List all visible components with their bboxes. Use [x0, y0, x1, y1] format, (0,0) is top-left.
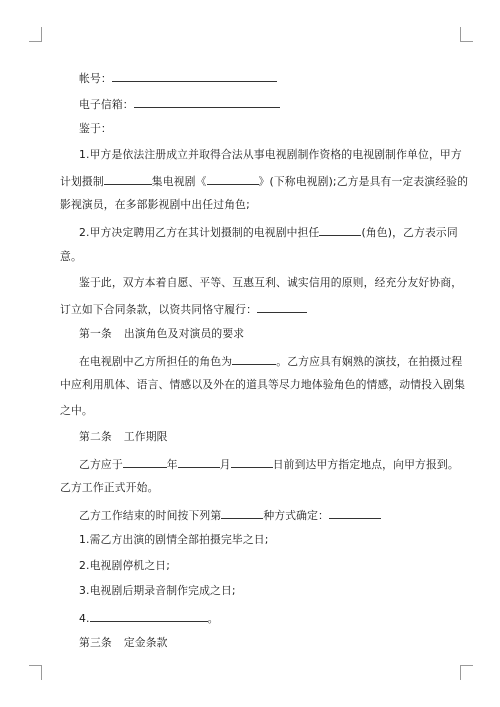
article-1-line-1: 在电视剧中乙方所担任的角色为 。乙方应具有娴熟的演技，在拍摄过程 — [79, 355, 463, 368]
end-method-item-1: 1.需乙方出演的剧情全部拍摄完毕之日; — [79, 533, 269, 546]
account-blank — [112, 70, 277, 82]
article-2-line-1: 乙方应于 年 月 日前到达甲方指定地点，向甲方报到。 — [79, 458, 459, 471]
preamble-line-2: 订立如下合同条款，以资共同恪守履行： — [60, 301, 455, 317]
account-line — [60, 70, 474, 86]
episodes-blank — [104, 173, 152, 185]
method-blank — [329, 507, 381, 519]
method-number-blank — [221, 507, 263, 519]
drama-title-blank — [207, 173, 259, 185]
crop-mark-top-right — [460, 27, 473, 42]
clause-2-line-1: 2.甲方决定聘用乙方在其计划摄制的电视剧中担任 (角色)，乙方表示同 — [79, 226, 458, 239]
clause-2-line-2: 意。 — [60, 250, 82, 263]
article-2-title: 第二条 工作期限 — [79, 430, 168, 443]
assigned-role-blank — [232, 353, 276, 365]
account-label: 帐号： — [79, 72, 112, 85]
email-blank — [134, 96, 280, 108]
article-2-line-3: 乙方工作结束的时间按下列第 种方式确定： — [60, 507, 474, 523]
crop-mark-top-left — [29, 27, 42, 42]
other-method-blank — [90, 610, 208, 622]
end-method-item-4: 4. 。 — [79, 612, 219, 625]
day-blank — [231, 456, 273, 468]
clause-1-line-2: 计划摄制 集电视剧《 》(下称电视剧);乙方是具有一定表演经验的 — [60, 175, 469, 188]
role-blank — [319, 224, 361, 236]
article-3-title: 第三条 定金条款 — [79, 636, 168, 649]
article-1-line-3: 之中。 — [60, 404, 93, 417]
preamble-blank — [257, 301, 307, 313]
email-line — [60, 96, 474, 112]
email-label: 电子信箱： — [79, 98, 134, 111]
end-method-item-2: 2.电视剧停机之日; — [79, 559, 171, 572]
article-2-line-2: 乙方工作正式开始。 — [60, 481, 159, 494]
end-method-item-3: 3.电视剧后期录音制作完成之日; — [79, 584, 236, 597]
month-blank — [178, 456, 220, 468]
crop-mark-bottom-left — [29, 665, 42, 680]
crop-mark-bottom-right — [460, 665, 473, 680]
clause-1-line-1: 1.甲方是依法注册成立并取得合法从事电视剧制作资格的电视剧制作单位，甲方 — [79, 148, 462, 161]
whereas-heading: 鉴于： — [79, 122, 112, 135]
year-blank — [123, 456, 167, 468]
clause-1-line-3: 影视演员，在多部影视剧中出任过角色; — [60, 198, 250, 211]
preamble-line-1: 鉴于此，双方本着自愿、平等、互惠互利、诚实信用的原则，经充分友好协商， — [79, 276, 463, 289]
article-1-title: 第一条 出演角色及对演员的要求 — [79, 327, 245, 340]
article-1-line-2: 中应利用肌体、语言、情感以及外在的道具等尽力地体验角色的情感，动情投入剧集 — [60, 378, 466, 391]
